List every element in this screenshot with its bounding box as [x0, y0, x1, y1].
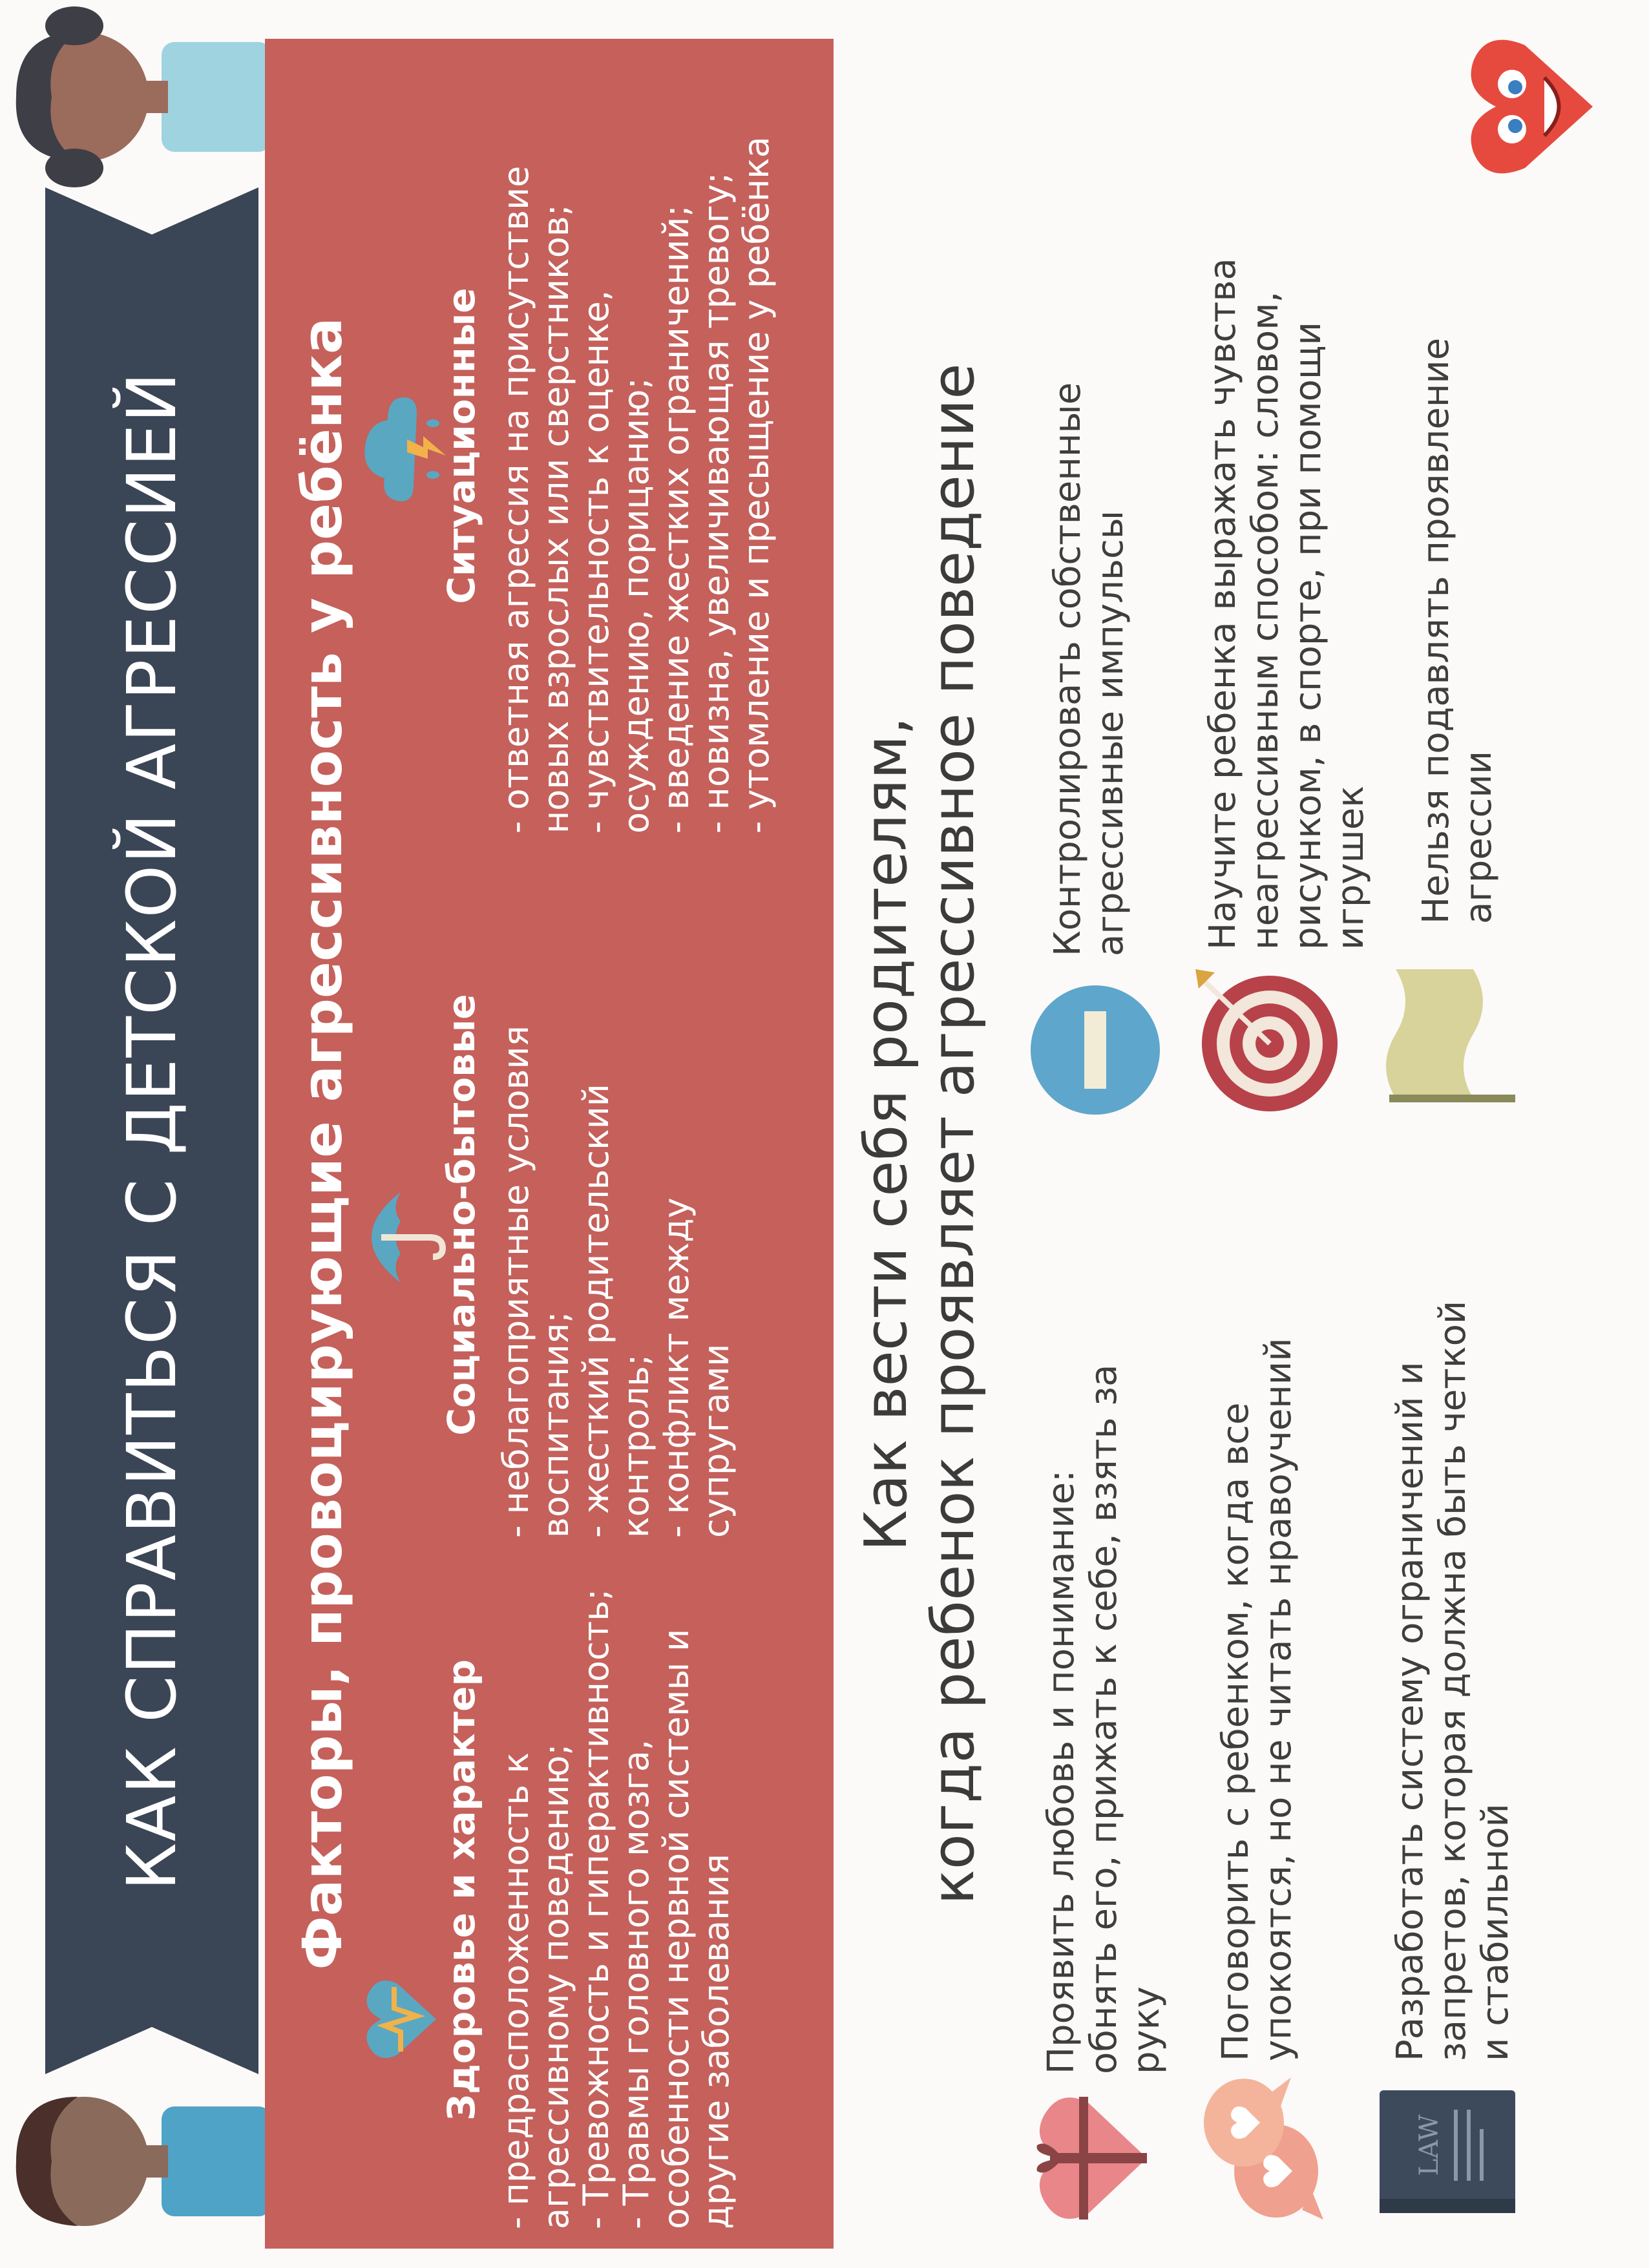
factor-item: - утомление и пресыщение у ребёнка: [736, 136, 777, 834]
tip-line: неагрессивным способом: словом,: [1245, 291, 1287, 950]
page-title: КАК СПРАВИТЬСЯ С ДЕТСКОЙ АГРЕССИЕЙ: [112, 371, 191, 1891]
minus-circle-icon: [1027, 982, 1163, 1118]
factor-heading: Здоровье и характер: [439, 1659, 483, 2121]
flag-icon: [1376, 956, 1518, 1111]
girl-avatar-icon: [0, 6, 271, 187]
factor-item: - введение жестких ограничений;: [656, 205, 697, 834]
factor-item: другие заболевания: [696, 1853, 737, 2229]
tip-line: Контролировать собственные: [1047, 382, 1089, 956]
factor-item: - предрасположенность к: [496, 1752, 536, 2229]
tip-line: запретов, которая должна быть четкой: [1432, 1300, 1474, 2061]
tip-line: и стабильной: [1475, 1803, 1517, 2061]
factor-item: - Тревожность и гиперактивность;: [576, 1588, 616, 2229]
smiling-heart-icon: [1447, 32, 1596, 181]
speech-bubbles-icon: [1195, 2074, 1325, 2223]
target-icon: [1195, 969, 1344, 1118]
factor-item: осуждению, порицанию;: [616, 377, 656, 834]
factor-item: - Травмы головного мозга,: [616, 1739, 656, 2229]
factor-item: агрессивному поведению;: [536, 1743, 576, 2229]
factor-item: контроль;: [616, 1354, 656, 1538]
tip-line: Разработать систему ограничений и: [1389, 1361, 1431, 2061]
heart-pulse-icon: [362, 1977, 439, 2061]
factor-item: - неблагоприятные условия: [496, 1025, 536, 1538]
factor-column-social: [439, 892, 737, 1538]
tip-rules: [1389, 1118, 1517, 2061]
howto-title-line2: когда ребенок проявляет агрессивное поведение: [919, 363, 987, 1905]
factor-item: особенности нервной системы и: [656, 1628, 697, 2229]
tip-express: [1202, 26, 1372, 950]
factor-item: супругами: [696, 1343, 737, 1538]
factor-column-health: [439, 1551, 737, 2229]
factors-panel: [265, 39, 834, 2249]
tip-line: игрушек: [1330, 785, 1372, 950]
book-label: LAW: [1414, 2114, 1444, 2176]
factor-item: воспитания;: [536, 1311, 576, 1538]
factor-heading: Социально-бытовые: [439, 994, 483, 1436]
factor-item: - жесткий родительский: [576, 1084, 616, 1538]
howto-title: [853, 0, 987, 2268]
boy-avatar-icon: [0, 2074, 271, 2249]
factor-item: - конфликт между: [656, 1197, 697, 1538]
tip-line: Проявить любовь и понимание:: [1040, 1470, 1082, 2074]
factor-item: - чувствительность к оценке,: [576, 289, 616, 834]
factor-item: - новизна, увеличивающая тревогу;: [696, 172, 737, 834]
tip-line: рисунком, в спорте, при помощи: [1287, 322, 1329, 950]
tip-line: Нельзя подавлять проявление: [1415, 337, 1457, 924]
tip-line: руку: [1126, 1986, 1168, 2074]
factor-heading: Ситуационные: [439, 288, 483, 604]
factor-column-situational: [439, 58, 777, 834]
tip-line: агрессии: [1458, 750, 1500, 924]
factor-item: новых взрослых или сверстников;: [536, 204, 576, 834]
factors-title: Факторы, провоцирующие агрессивность у ребёнка: [291, 317, 354, 1970]
law-book-icon: [1376, 2087, 1518, 2216]
tip-line: обнять его, прижать к себе, взять за: [1083, 1364, 1125, 2074]
tip-control: [1047, 52, 1132, 956]
tip-line: упокоятся, но не читать нравоучений: [1257, 1338, 1299, 2061]
heart-gift-icon: [1027, 2094, 1150, 2223]
tip-line: Научите ребенка выражать чувства: [1202, 258, 1244, 950]
tip-line: агрессивные импульсы: [1089, 510, 1131, 956]
tip-talk: [1215, 1137, 1300, 2061]
umbrella-icon: [355, 1189, 446, 1286]
storm-cloud-icon: [355, 394, 446, 504]
howto-title-line1: Как вести себя родителям,: [852, 717, 920, 1551]
factor-item: - ответная агрессия на присутствие: [496, 165, 536, 834]
tip-love: [1040, 1137, 1168, 2074]
tip-line: Поговорить с ребенком, когда все: [1215, 1402, 1257, 2061]
tip-no-suppress: [1415, 278, 1500, 924]
